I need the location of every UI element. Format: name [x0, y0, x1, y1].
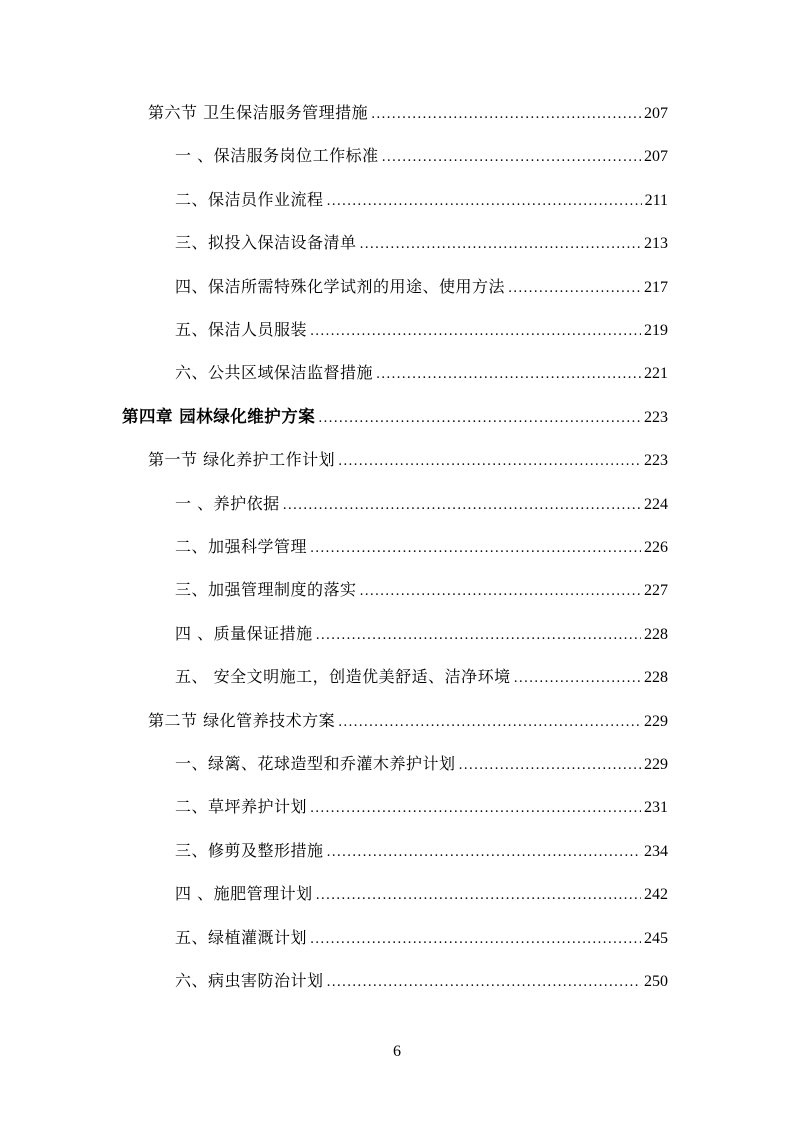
toc-entry[interactable]	[175, 966, 668, 996]
toc-entry-title: 第一节 绿化养护工作计划	[148, 450, 336, 469]
toc-entry-title: 六、公共区域保洁监督措施	[175, 363, 374, 382]
toc-entry[interactable]	[175, 792, 668, 822]
toc-leader-dots	[360, 230, 641, 260]
toc-entry-title: 二、加强科学管理	[175, 537, 308, 556]
toc-entry-page: 229	[644, 756, 668, 773]
toc-entry-page: 207	[644, 148, 668, 165]
toc-entry-page: 231	[644, 799, 668, 816]
toc-entry[interactable]	[175, 532, 668, 562]
toc-entry[interactable]	[175, 141, 668, 171]
toc-entry-title: 三、拟投入保洁设备清单	[175, 233, 357, 252]
toc-entry[interactable]	[148, 445, 668, 475]
toc-entry[interactable]	[148, 98, 668, 128]
toc-entry[interactable]	[175, 749, 668, 779]
toc-leader-dots	[310, 534, 641, 564]
toc-entry-page: 250	[644, 973, 668, 990]
toc-leader-dots	[316, 621, 641, 651]
toc-leader-dots	[338, 708, 641, 738]
toc-entry-page: 224	[644, 496, 668, 513]
toc-entry[interactable]	[175, 272, 668, 302]
toc-entry-page: 242	[644, 886, 668, 903]
toc-entry-title: 二、保洁员作业流程	[175, 190, 324, 209]
toc-entry-title: 三、加强管理制度的落实	[175, 580, 357, 599]
toc-entry-page: 228	[644, 626, 668, 643]
toc-entry-page: 213	[644, 235, 668, 252]
toc-leader-dots	[376, 360, 641, 390]
toc-entry-title: 五、绿植灌溉计划	[175, 928, 308, 947]
toc-entry-page: 226	[644, 539, 668, 556]
toc-leader-dots	[514, 664, 641, 694]
toc-entry[interactable]	[175, 315, 668, 345]
toc-entry-page: 234	[644, 843, 668, 860]
toc-entry-title: 第六节 卫生保洁服务管理措施	[148, 103, 369, 122]
toc-entry-title: 三、修剪及整形措施	[175, 841, 324, 860]
toc-entry-page: 228	[644, 669, 668, 686]
toc-entry-page: 207	[644, 105, 668, 122]
toc-leader-dots	[310, 794, 641, 824]
toc-leader-dots	[310, 925, 641, 955]
toc-leader-dots	[327, 187, 642, 217]
toc-entry[interactable]	[175, 489, 668, 519]
toc-entry[interactable]	[175, 185, 668, 215]
toc-leader-dots	[327, 838, 641, 868]
toc-entry[interactable]	[175, 662, 668, 692]
toc-leader-dots	[382, 143, 641, 173]
page-number: 6	[393, 1043, 401, 1060]
toc-leader-dots	[316, 881, 641, 911]
toc-entry-title: 六、病虫害防治计划	[175, 971, 324, 990]
toc-entry-title: 一 、保洁服务岗位工作标准	[175, 146, 379, 165]
toc-entry-page: 245	[644, 930, 668, 947]
toc-entry[interactable]	[122, 402, 668, 432]
toc-leader-dots	[338, 447, 641, 477]
toc-leader-dots	[318, 404, 641, 434]
toc-leader-dots	[327, 968, 641, 998]
toc-entry[interactable]	[175, 358, 668, 388]
toc-entry-title: 一、绿篱、花球造型和乔灌木养护计划	[175, 754, 456, 773]
toc-entry-title: 第二节 绿化管养技术方案	[148, 711, 336, 730]
toc-entry-page: 229	[644, 713, 668, 730]
toc-entry[interactable]	[175, 879, 668, 909]
toc-leader-dots	[360, 577, 641, 607]
toc-entry-page: 221	[644, 365, 668, 382]
toc-entry-page: 223	[644, 409, 668, 426]
toc-entry-title: 一 、养护依据	[175, 494, 280, 513]
toc-entry[interactable]	[175, 836, 668, 866]
toc-leader-dots	[508, 274, 641, 304]
toc-entry[interactable]	[175, 575, 668, 605]
toc-leader-dots	[371, 100, 641, 130]
toc-entry-title: 五、保洁人员服装	[175, 320, 308, 339]
toc-leader-dots	[310, 317, 641, 347]
toc-entry-title: 五、 安全文明施工，创造优美舒适、洁净环境	[175, 667, 511, 686]
toc-entry-title: 四、保洁所需特殊化学试剂的用途、使用方法	[175, 277, 506, 296]
toc-entry-title: 第四章 园林绿化维护方案	[122, 407, 316, 426]
toc-leader-dots	[459, 751, 641, 781]
toc-entry-page: 211	[644, 192, 668, 209]
toc-entry[interactable]	[148, 706, 668, 736]
toc-entry-title: 四 、质量保证措施	[175, 624, 313, 643]
toc-entry[interactable]	[175, 923, 668, 953]
toc-entry-page: 227	[644, 582, 668, 599]
toc-entry[interactable]	[175, 228, 668, 258]
toc-entry[interactable]	[175, 619, 668, 649]
toc-entry-title: 二、草坪养护计划	[175, 797, 308, 816]
toc-entry-page: 219	[644, 322, 668, 339]
toc-entry-page: 223	[644, 452, 668, 469]
toc-entry-title: 四 、施肥管理计划	[175, 884, 313, 903]
toc-leader-dots	[283, 491, 641, 521]
toc-entry-page: 217	[644, 279, 668, 296]
